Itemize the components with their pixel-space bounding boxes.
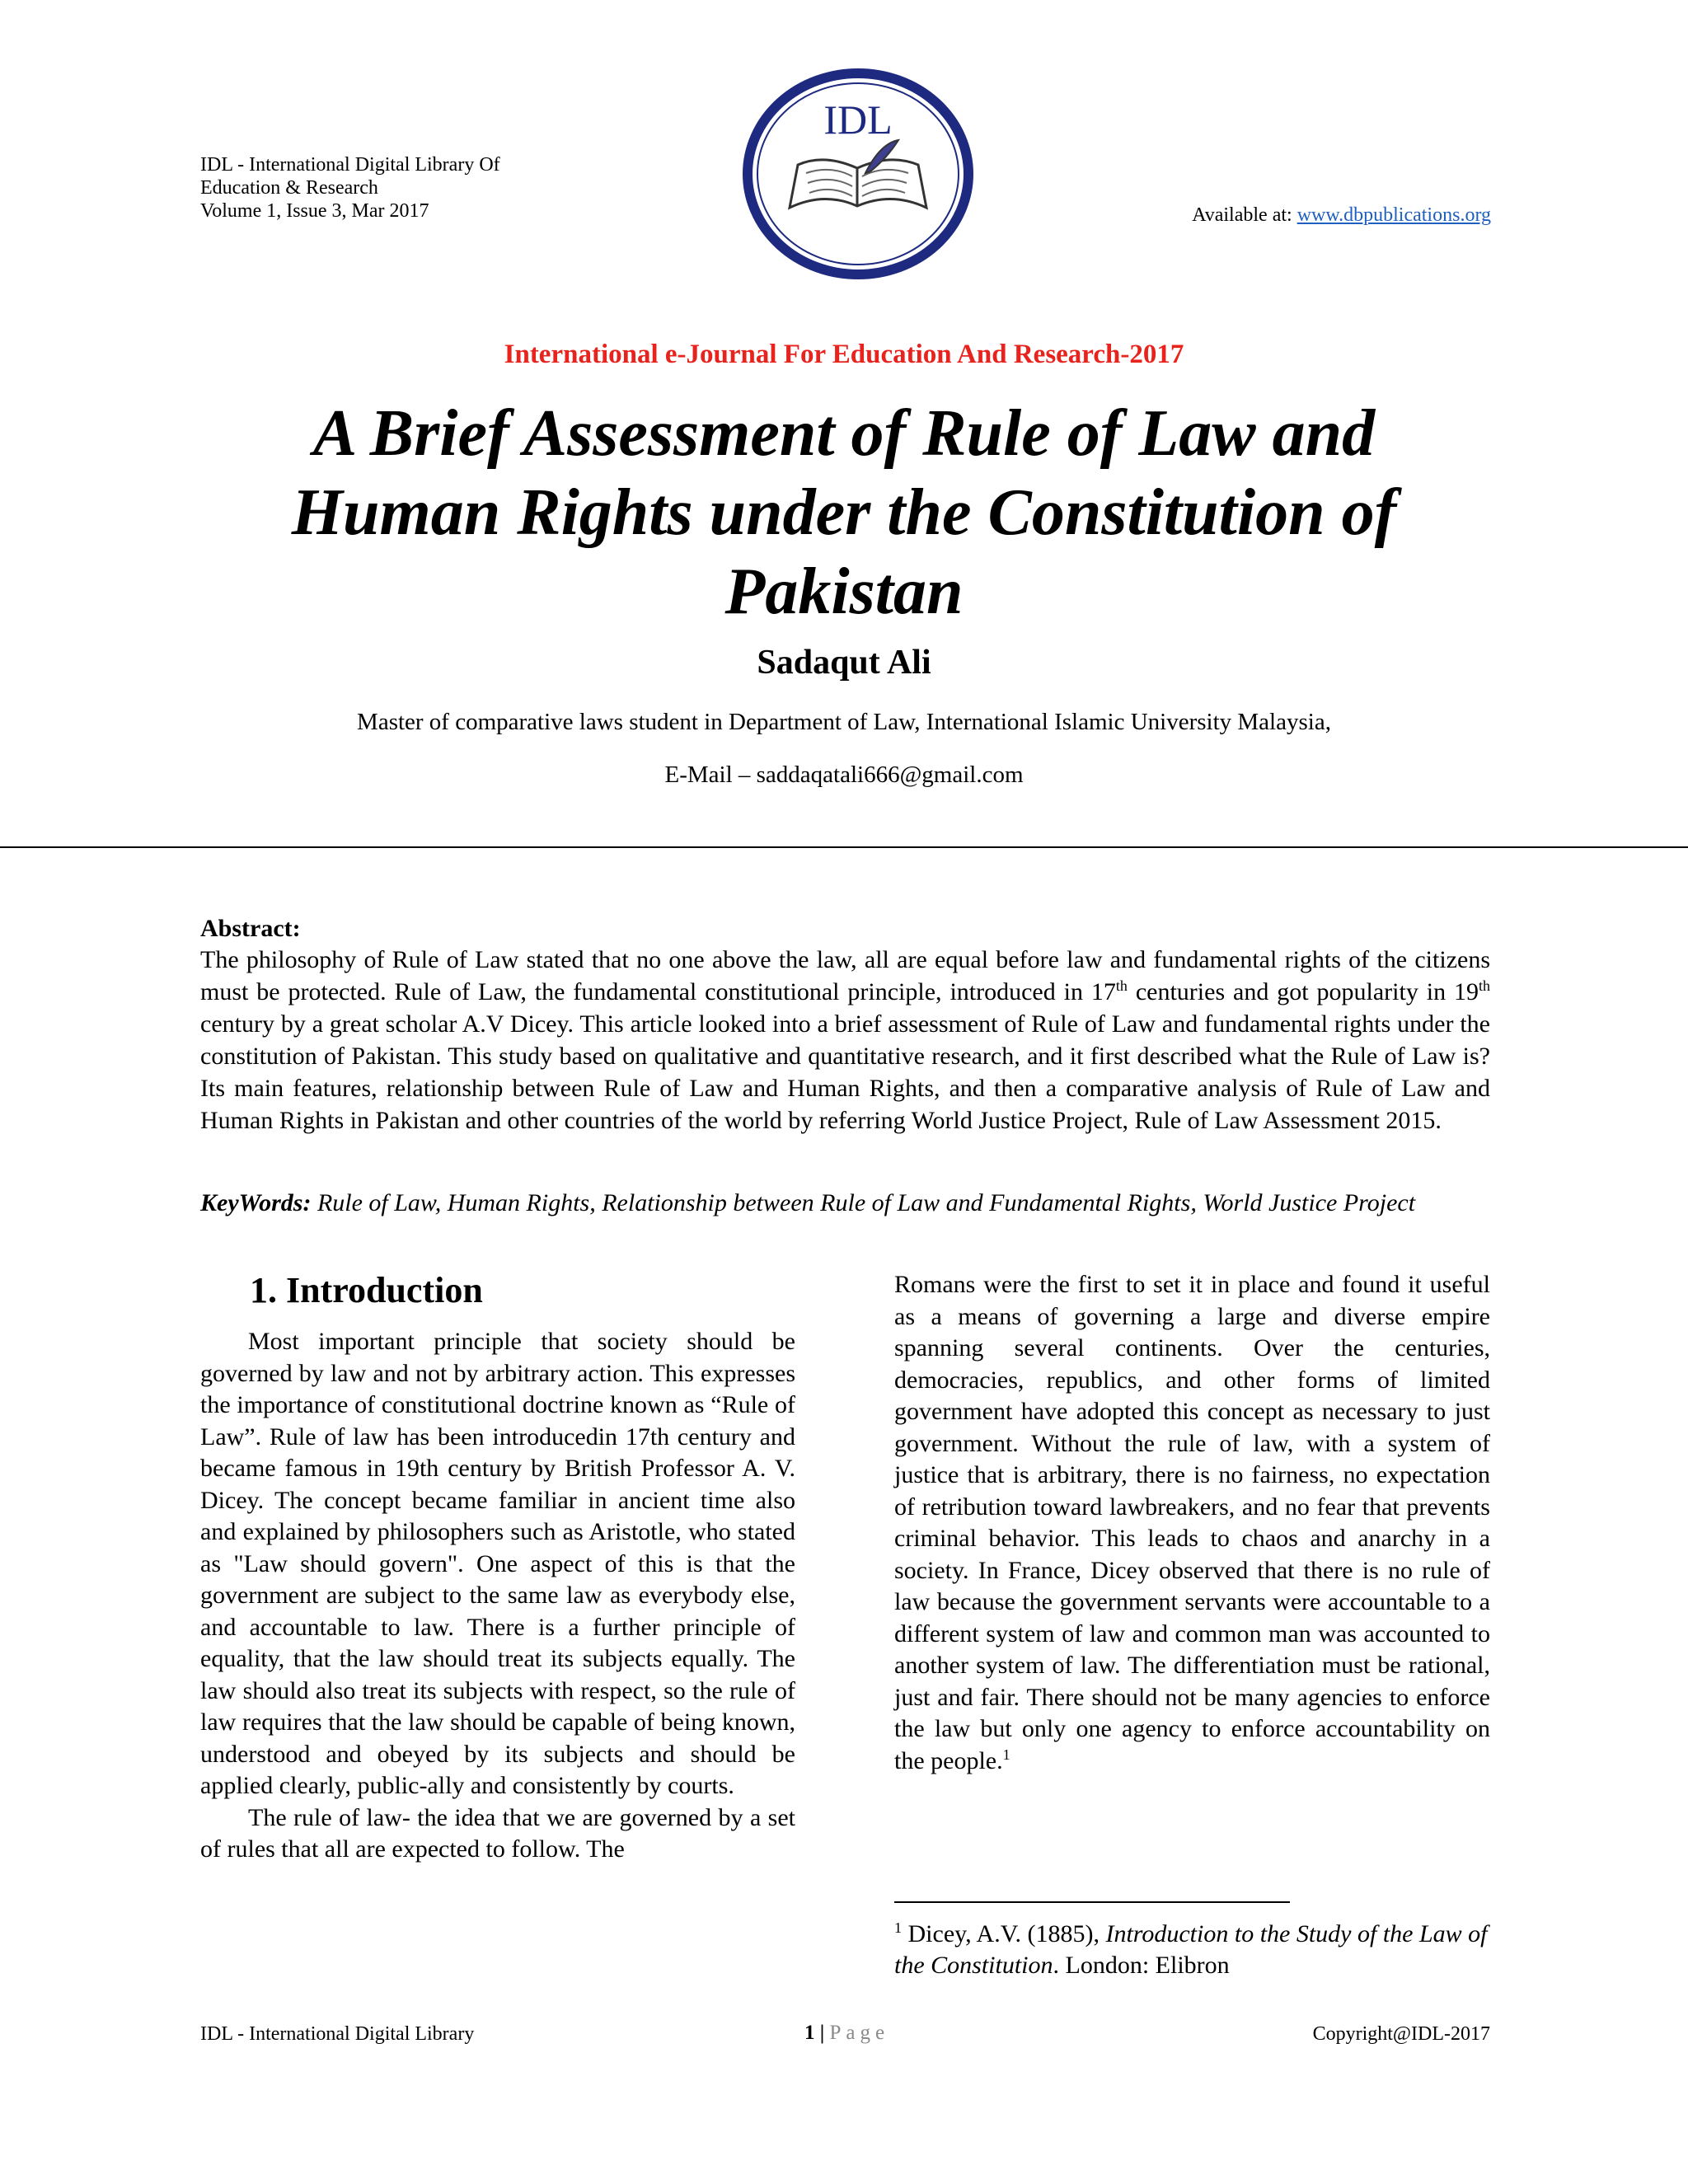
intro-paragraph-2: The rule of law- the idea that we are governed by a set of rules that all are expected to follow. The xyxy=(200,1803,795,1863)
author-email: E-Mail – saddaqatali666@gmail.com xyxy=(664,762,1024,788)
abstract-body: The philosophy of Rule of Law stated that no one above the law, all are equal before law and fundamental rights of the citizens must be protected. Rule of Law, the fundamental constitutional principle, introduced in 17th centuries and got popularity in 19th century by a great scholar A.V Dicey. This article looked into a brief assessment of Rule of Law and fundamental rights under the constitution of Pakistan. This study based on qualitative and quantitative research, and it first described what the Rule of Law is? Its main features, relationship between Rule of Law and Human Rights, and then a comparative analysis of Rule of Law and Human Rights in Pakistan and other countries of the world by referring World Justice Project, Rule of Law Assessment 2015. xyxy=(200,946,1490,1134)
availability xyxy=(1192,204,1491,227)
abstract-heading: Abstract: xyxy=(200,915,301,942)
keywords-text: Rule of Law, Human Rights, Relationship between Rule of Law and Fundamental Rights, World Justice Project xyxy=(311,1189,1416,1216)
author-name: Sadaqut Ali xyxy=(757,644,931,682)
page-number: 1 | Page xyxy=(804,2022,890,2044)
author-affiliation: Master of comparative laws student in Department of Law, International Islamic University Malaysia, xyxy=(357,709,1331,735)
column-left xyxy=(200,1236,795,1866)
intro-paragraph-1: Most important principle that society should be governed by law and not by arbitrary action. This expresses the importance of constitutional doctrine known as “Rule of Law”. Rule of law has been introducedin 17th century and became famous in 19th century by British Professor A. V. Dicey. The concept became familiar in ancient time also and explained by philosophers such as Aristotle, who stated as "Law should govern". One aspect of this is that the government are subject to the same law as everybody else, and accountable to law. There is a further principle of equality, that the law should treat its subjects equally. The law should also treat its subjects with respect, so the rule of law requires that the law should be capable of being known, understood and obeyed by its subjects and should be applied clearly, public-ally and consistently by courts. xyxy=(200,1328,795,1799)
footer-library: IDL - International Digital Library xyxy=(200,2023,475,2045)
section-heading: 1. Introduction xyxy=(250,1270,483,1310)
footnote-divider xyxy=(894,1901,1290,1903)
journal-name: International e-Journal For Education And Research-2017 xyxy=(504,340,1184,369)
column-right xyxy=(894,1269,1490,1777)
publisher-info xyxy=(200,153,500,223)
volume-issue: Volume 1, Issue 3, Mar 2017 xyxy=(200,200,429,222)
footnote-ref: 1 xyxy=(1002,1746,1010,1763)
publisher-line-2: Education & Research xyxy=(200,177,378,199)
paper-title: A Brief Assessment of Rule of Law and Human Rights under the Constitution of Pakistan xyxy=(291,397,1397,628)
footnote: $^1$ Dicey, A.V. (1885), Introduction to the Study of the Law of the Constitution. London: Elibron xyxy=(894,1919,1488,1979)
footer-copyright: Copyright@IDL-2017 xyxy=(1312,2023,1490,2045)
available-label: Available at: xyxy=(1192,204,1297,226)
website-link[interactable]: www.dbpublications.org xyxy=(1296,204,1491,226)
keywords xyxy=(200,1187,1490,1220)
keywords-label: KeyWords: xyxy=(200,1189,312,1216)
publisher-line-1: IDL - International Digital Library Of xyxy=(200,154,500,176)
logo-text: IDL xyxy=(823,96,893,143)
header-divider xyxy=(0,846,1688,848)
intro-paragraph-3: Romans were the first to set it in place and found it useful as a means of governing a large and diverse empire spanning several continents. Over the centuries, democracies, republics, and other forms of limited government have adopted this concept as necessary to just government. Without the rule of law, with a system of justice that is arbitrary, there is no fairness, no expectation of retribution toward lawbreakers, and no fear that prevents criminal behavior. This leads to chaos and anarchy in a society. In France, Dicey observed that there is no rule of law because the government servants were accountable to a different system of law and common man was accounted to another system of law. The differentiation must be rational, just and fair. There should not be many agencies to enforce the law but only one agency to enforce accountability on the people.$^1$ xyxy=(894,1271,1490,1774)
idl-logo xyxy=(742,68,974,280)
